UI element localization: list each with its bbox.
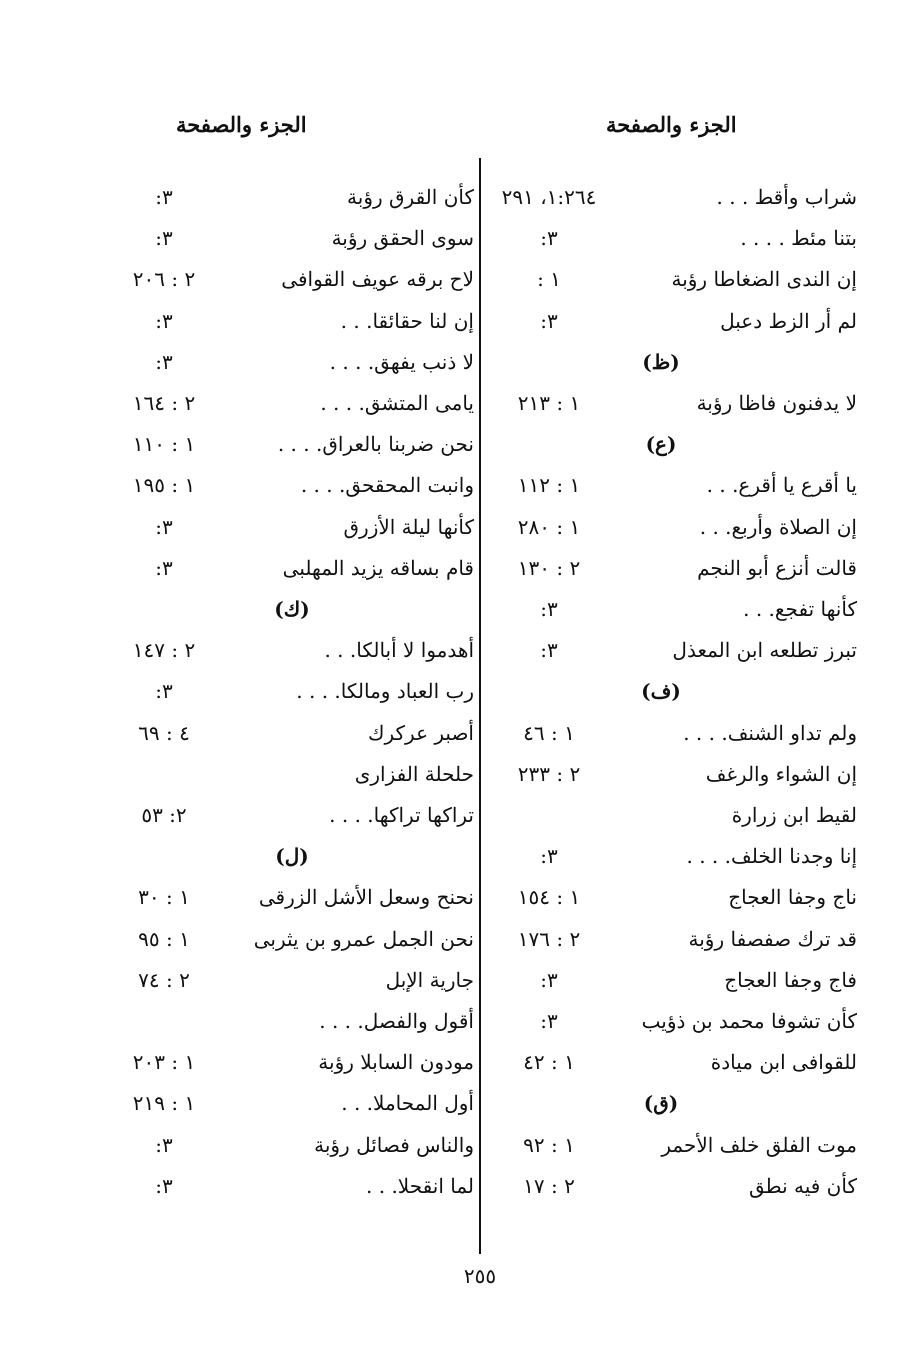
letter-heading <box>485 424 857 464</box>
index-entry <box>485 589 857 629</box>
verse-text: مودون السابلا رؤبة <box>318 1050 474 1074</box>
index-entry <box>100 713 474 753</box>
index-entry <box>100 465 474 505</box>
index-entry <box>100 383 474 423</box>
index-entry <box>485 383 857 423</box>
volume-page-ref: ١ : ٤٦ <box>523 721 575 745</box>
index-entry <box>485 465 857 505</box>
verse-text: لا يدفنون فاظا رؤبة <box>696 391 857 415</box>
index-entry <box>100 671 474 711</box>
volume-page-ref: ٣: <box>540 638 558 662</box>
volume-page-ref: ٣: <box>155 1133 173 1157</box>
index-entry <box>485 301 857 341</box>
verse-text: تبرز تطلعه ابن المعذل <box>672 638 857 662</box>
letter-heading-text: (ل) <box>275 844 309 868</box>
volume-page-ref: ١ : <box>537 267 561 291</box>
letter-heading-text: (ع) <box>645 432 677 456</box>
index-entry <box>100 507 474 547</box>
verse-text: نحن الجمل عمرو بن يثربى <box>253 927 474 951</box>
volume-page-ref: ٣: <box>155 556 173 580</box>
index-entry <box>100 630 474 670</box>
index-entry <box>485 1042 857 1082</box>
volume-page-ref: ٣: <box>155 679 173 703</box>
volume-page-ref: ٢ : ٧٤ <box>138 968 190 992</box>
volume-page-ref: ٢ : ١٧٦ <box>517 927 581 951</box>
index-entry <box>100 342 474 382</box>
verse-text: للقوافى ابن ميادة <box>710 1050 857 1074</box>
verse-text: إنا وجدنا الخلف. . . . <box>686 844 857 868</box>
verse-text: أصبر عركرك <box>368 721 474 745</box>
index-entry <box>485 877 857 917</box>
index-entry <box>100 877 474 917</box>
volume-page-ref: ٢ : ١٧ <box>523 1174 575 1198</box>
verse-text: نحنح وسعل الأشل الزرقى <box>258 885 474 909</box>
verse-text: لقيط ابن زرارة <box>731 803 857 827</box>
volume-page-ref: ٢ : ١٤٧ <box>132 638 196 662</box>
index-entry <box>485 630 857 670</box>
letter-heading <box>485 671 857 711</box>
verse-text: جارية الإبل <box>385 968 474 992</box>
verse-text: كأنها ليلة الأزرق <box>343 515 474 539</box>
index-entry <box>485 960 857 1000</box>
letter-heading-text: (ق) <box>643 1091 679 1115</box>
verse-text: قد ترك صفصفا رؤبة <box>688 927 857 951</box>
volume-page-ref: ١ : ١١٠ <box>132 432 196 456</box>
volume-page-ref: ١ : ٩٥ <box>138 927 190 951</box>
index-entry <box>100 259 474 299</box>
volume-page-ref: ١:٢٦٤، ٢٩١ <box>501 185 597 209</box>
verse-text: فاج وجفا العجاج <box>724 968 857 992</box>
index-entry <box>100 218 474 258</box>
page-number: ٢٥٥ <box>463 1264 497 1288</box>
verse-text: تراكها تراكها. . . . <box>329 803 474 827</box>
verse-text: أقول والفصل. . . . <box>319 1009 474 1033</box>
verse-text: بتنا مئط . . . . <box>740 226 857 250</box>
index-entry <box>100 1042 474 1082</box>
index-entry <box>485 795 857 835</box>
index-entry <box>100 1166 474 1206</box>
letter-heading-text: (ف) <box>641 679 681 703</box>
volume-page-ref: ٤ : ٦٩ <box>138 721 190 745</box>
volume-page-ref: ٣: <box>155 226 173 250</box>
volume-page-ref: ٢: ٥٣ <box>141 803 187 827</box>
index-entry <box>485 1125 857 1165</box>
verse-text: كأن فيه نطق <box>749 1174 857 1198</box>
volume-page-ref: ١ : ٣٠ <box>138 885 190 909</box>
left-column-header: الجزء والصفحة <box>176 112 307 137</box>
verse-text: يا أقرع يا أقرع. . . <box>706 473 857 497</box>
verse-text: إن الصلاة وأربع. . . <box>699 515 857 539</box>
verse-text: يامى المتشق. . . . <box>320 391 474 415</box>
index-entry <box>100 424 474 464</box>
letter-heading-text: (ظ) <box>642 350 680 374</box>
volume-page-ref: ٣: <box>540 597 558 621</box>
volume-page-ref: ٣: <box>540 226 558 250</box>
verse-text: كأن القرق رؤبة <box>347 185 474 209</box>
index-entry <box>485 218 857 258</box>
volume-page-ref: ٢ : ٢٠٦ <box>132 267 196 291</box>
verse-text: إن الندى الضغاطا رؤبة <box>671 267 857 291</box>
right-column-header: الجزء والصفحة <box>606 112 737 137</box>
index-entry <box>485 259 857 299</box>
verse-text: لما انقحلا. . . <box>366 1174 474 1198</box>
index-entry <box>485 177 857 217</box>
volume-page-ref: ١ : ٢١٣ <box>517 391 581 415</box>
letter-heading <box>485 342 857 382</box>
index-entry <box>100 960 474 1000</box>
index-entry <box>485 713 857 753</box>
verse-text: كأن تشوفا محمد بن ذؤيب <box>641 1009 857 1033</box>
index-entry <box>485 1166 857 1206</box>
index-entry <box>100 1125 474 1165</box>
volume-page-ref: ١ : ٢٠٣ <box>132 1050 196 1074</box>
volume-page-ref: ١ : ٤٢ <box>523 1050 575 1074</box>
index-entry <box>100 754 474 794</box>
volume-page-ref: ٣: <box>155 185 173 209</box>
verse-text: لاح برقه عويف القوافى <box>281 267 474 291</box>
volume-page-ref: ٣: <box>540 309 558 333</box>
verse-text: أهدموا لا أبالكا. . . <box>324 638 474 662</box>
verse-text: نحن ضربنا بالعراق. . . . <box>277 432 474 456</box>
letter-heading-text: (ك) <box>274 597 310 621</box>
index-entry <box>485 754 857 794</box>
verse-text: رب العباد ومالكا. . . . <box>296 679 474 703</box>
index-entry <box>100 177 474 217</box>
volume-page-ref: ١ : ٢٨٠ <box>517 515 581 539</box>
verse-text: موت الفلق خلف الأحمر <box>661 1133 857 1157</box>
column-divider <box>479 158 481 1254</box>
verse-text: شراب وأقط . . . <box>716 185 857 209</box>
volume-page-ref: ٣: <box>540 968 558 992</box>
letter-heading <box>485 1083 857 1123</box>
index-entry <box>100 1001 474 1041</box>
volume-page-ref: ١ : ١٥٤ <box>517 885 581 909</box>
index-entry <box>485 836 857 876</box>
volume-page-ref: ٣: <box>155 1174 173 1198</box>
volume-page-ref: ١ : ٩٢ <box>523 1133 575 1157</box>
index-entry <box>100 919 474 959</box>
verse-text: والناس فصائل رؤبة <box>314 1133 474 1157</box>
verse-text: أول المحاملا. . . <box>341 1091 474 1115</box>
index-entry <box>100 548 474 588</box>
verse-text: ولم تداو الشنف. . . . <box>683 721 857 745</box>
volume-page-ref: ٢ : ١٣٠ <box>517 556 581 580</box>
volume-page-ref: ١ : ١٩٥ <box>132 473 196 497</box>
verse-text: وانبت المحقحق. . . . <box>300 473 474 497</box>
verse-text: إن الشواء والرغف <box>705 762 857 786</box>
volume-page-ref: ٣: <box>155 309 173 333</box>
index-entry <box>100 795 474 835</box>
volume-page-ref: ٣: <box>540 1009 558 1033</box>
verse-text: كأنها تفجع. . . <box>743 597 857 621</box>
verse-text: ناج وجفا العجاج <box>728 885 857 909</box>
index-entry <box>100 301 474 341</box>
index-entry <box>485 507 857 547</box>
volume-page-ref: ٣: <box>155 350 173 374</box>
verse-text: سوى الحقق رؤبة <box>331 226 474 250</box>
volume-page-ref: ٣: <box>155 515 173 539</box>
verse-text: لا ذنب يفهق. . . . <box>329 350 474 374</box>
letter-heading <box>100 589 474 629</box>
verse-text: حلحلة الفزارى <box>354 762 474 786</box>
volume-page-ref: ٢ : ٢٣٣ <box>517 762 581 786</box>
verse-text: لم أر الزط دعبل <box>720 309 857 333</box>
index-entry <box>485 1001 857 1041</box>
letter-heading <box>100 836 474 876</box>
verse-text: قام بساقه يزيد المهلبى <box>282 556 474 580</box>
volume-page-ref: ١ : ٢١٩ <box>132 1091 196 1115</box>
index-entry <box>485 919 857 959</box>
index-entry <box>100 1083 474 1123</box>
volume-page-ref: ٣: <box>540 844 558 868</box>
volume-page-ref: ٢ : ١٦٤ <box>132 391 196 415</box>
verse-text: قالت أنزع أبو النجم <box>697 556 857 580</box>
volume-page-ref: ١ : ١١٢ <box>517 473 581 497</box>
index-entry <box>485 548 857 588</box>
verse-text: إن لنا حقائقا. . . <box>340 309 474 333</box>
